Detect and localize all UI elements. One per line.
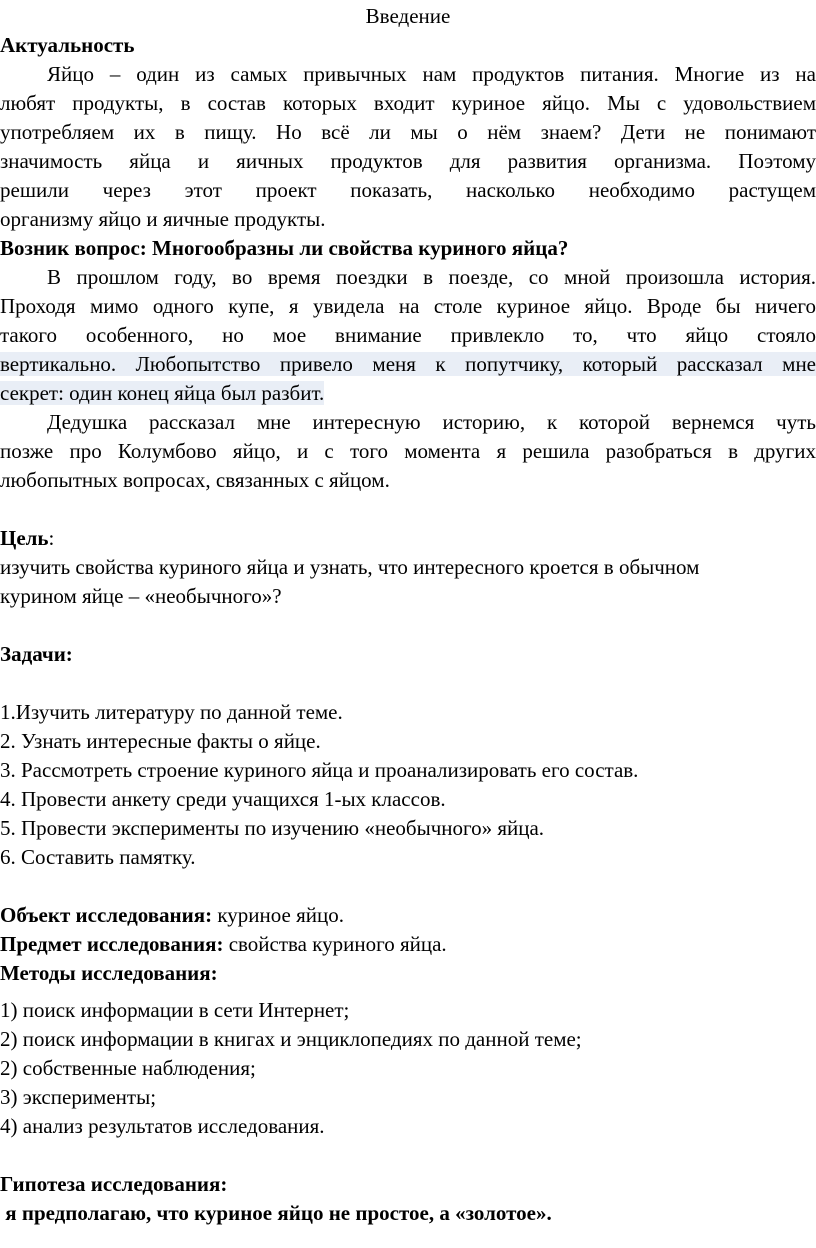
- task-item: 4. Провести анкету среди учащихся 1-ых классов.: [0, 787, 446, 811]
- relevance-line: значимость яйца и яичных продуктов для развития организма. Поэтому: [0, 149, 816, 173]
- question-line: [0, 350, 816, 379]
- research-object: [0, 901, 816, 930]
- tasks-title: Задачи:: [0, 642, 73, 666]
- goal-colon: :: [48, 526, 55, 550]
- relevance-line: Яйцо – один из самых привычных нам продуктов питания. Многие из на: [47, 62, 816, 86]
- question-line: В прошлом году, во время поездки в поезде, со мной произошла история.: [47, 265, 816, 289]
- hypothesis-title: Гипотеза исследования:: [0, 1172, 228, 1196]
- relevance-line: решили через этот проект показать, насколько необходимо растущем: [0, 178, 816, 202]
- question-line: [0, 379, 816, 408]
- task-item: 2. Узнать интересные факты о яйце.: [0, 729, 321, 753]
- methods-title: Методы исследования:: [0, 961, 218, 985]
- document-heading: Введение: [365, 4, 451, 28]
- question-line: такого особенного, но мое внимание привлекло то, что яйцо стояло: [0, 323, 816, 347]
- method-item: 2) собственные наблюдения;: [0, 1056, 256, 1080]
- question-line: позже про Колумбово яйцо, и с того момента я решила разобраться в других: [0, 439, 816, 463]
- research-subject: [0, 930, 816, 959]
- goal-title-line: [0, 524, 816, 553]
- research-object-label: Объект исследования:: [0, 903, 213, 927]
- goal-line: изучить свойства куриного яйца и узнать, что интересного кроется в обычном: [0, 555, 700, 579]
- highlighted-text: вертикально. Любопытство привело меня к попутчику, который рассказал мне: [0, 352, 816, 376]
- method-item: 3) эксперименты;: [0, 1085, 157, 1109]
- document-page: [0, 2, 816, 1228]
- method-item: 4) анализ результатов исследования.: [0, 1114, 325, 1138]
- question-line: Проходя мимо одного купе, я увидела на столе куриное яйцо. Вроде бы ничего: [0, 294, 816, 318]
- research-subject-label: Предмет исследования:: [0, 932, 224, 956]
- hypothesis-text: я предполагаю, что куриное яйцо не простое, а «золотое».: [0, 1201, 552, 1225]
- task-item: 1.Изучить литературу по данной теме.: [0, 700, 343, 724]
- goal-title: Цель: [0, 526, 49, 550]
- research-object-value: куриное яйцо.: [212, 903, 344, 927]
- relevance-line: организму яйцо и яичные продукты.: [0, 207, 326, 231]
- task-item: 6. Составить памятку.: [0, 845, 196, 869]
- highlighted-text: секрет: один конец яйца был разбит.: [0, 381, 325, 405]
- method-item: 1) поиск информации в сети Интернет;: [0, 998, 350, 1022]
- method-item: 2) поиск информации в книгах и энциклопедиях по данной теме;: [0, 1027, 582, 1051]
- question-line: любопытных вопросах, связанных с яйцом.: [0, 468, 390, 492]
- relevance-title: Актуальность: [0, 33, 135, 57]
- relevance-line: употребляем их в пищу. Но всё ли мы о нём знаем? Дети не понимают: [0, 120, 816, 144]
- research-subject-value: свойства куриного яйца.: [223, 932, 447, 956]
- task-item: 3. Рассмотреть строение куриного яйца и проанализировать его состав.: [0, 758, 639, 782]
- question-line: Дедушка рассказал мне интересную историю, к которой вернемся чуть: [47, 410, 816, 434]
- goal-line: курином яйце – «необычного»?: [0, 584, 282, 608]
- question-title: Возник вопрос: Многообразны ли свойства куриного яйца?: [0, 236, 569, 260]
- task-item: 5. Провести эксперименты по изучению «необычного» яйца.: [0, 816, 545, 840]
- relevance-line: любят продукты, в состав которых входит куриное яйцо. Мы с удовольствием: [0, 91, 816, 115]
